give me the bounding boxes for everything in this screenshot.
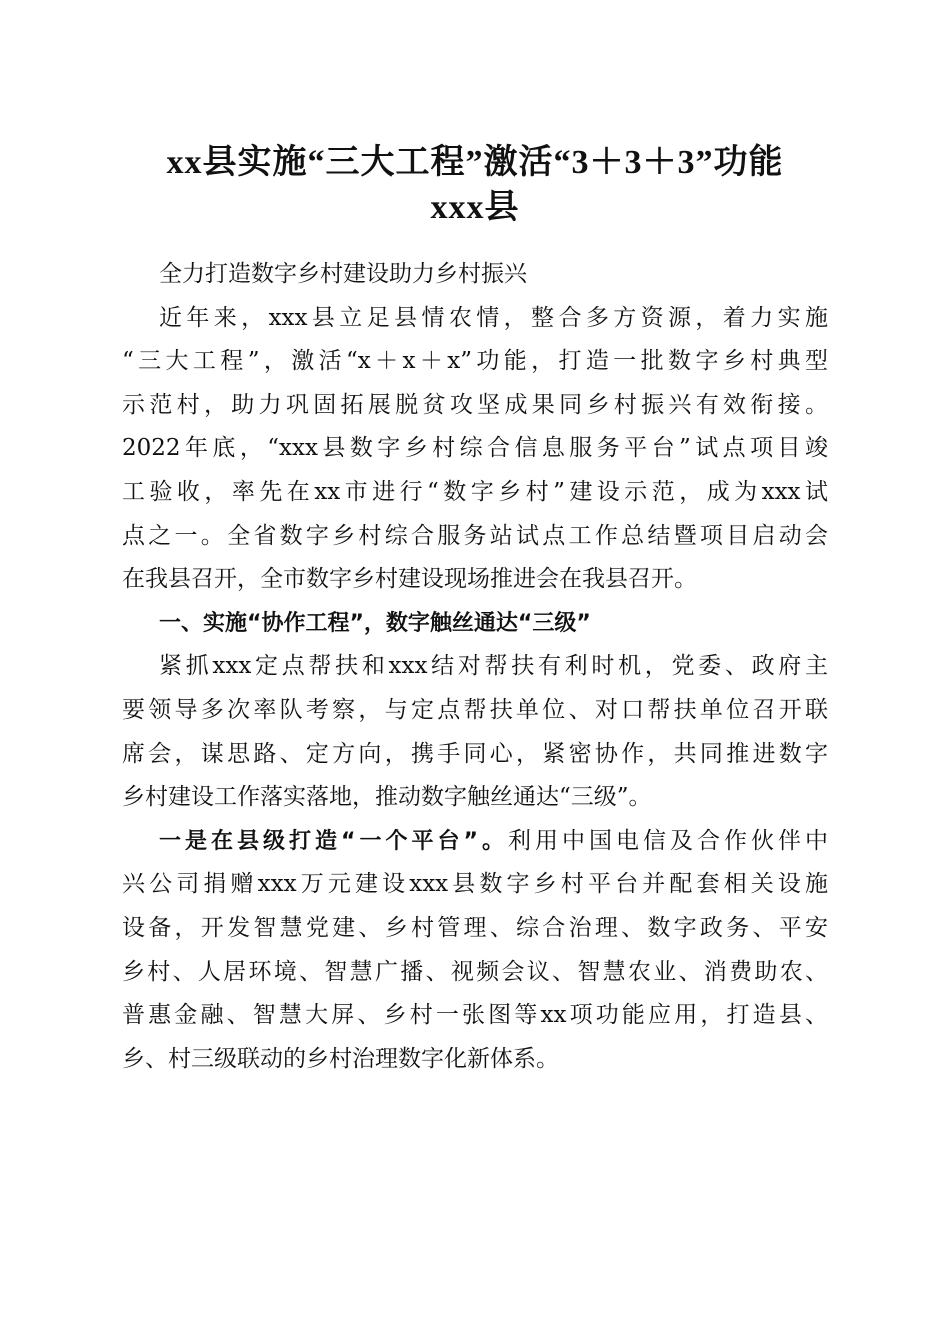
document-title-line-1: xx县实施“三大工程”激活“3＋3＋3”功能 (166, 144, 784, 181)
section-heading-1: 一、实施“协作工程”，数字触丝通达“三级” (159, 610, 591, 636)
point1-line: 兴公司捐赠xxx万元建设xxx县数字乡村平台并配套相关设施 (122, 871, 828, 898)
document-title-line-2: xxx县 (430, 189, 520, 226)
document-body (122, 253, 828, 1081)
section1-line: 席会，谋思路、定方向，携手同心，紧密协作，共同推进数字 (122, 740, 828, 767)
point1-line: 设备，开发智慧党建、乡村管理、综合治理、数字政务、平安 (122, 914, 828, 941)
intro-line: 2022年底，“xxx县数字乡村综合信息服务平台”试点项目竣 (122, 435, 828, 462)
intro-line: 点之一。全省数字乡村综合服务站试点工作总结暨项目启动会 (122, 522, 828, 549)
point1-lead: 一是在县级打造“一个平台”。 (159, 828, 508, 854)
section1-line: 紧抓xxx定点帮扶和xxx结对帮扶有利时机，党委、政府主 (159, 653, 828, 680)
section1-line: 要领导多次率队考察，与定点帮扶单位、对口帮扶单位召开联 (122, 696, 828, 723)
intro-line: “三大工程”，激活“x＋x＋x”功能，打造一批数字乡村典型 (122, 348, 828, 375)
point1-first-line (122, 820, 828, 864)
point1-first-rest: 利用中国电信及合作伙伴中 (507, 827, 829, 854)
point1-line: 乡、村三级联动的乡村治理数字化新体系。 (122, 1045, 559, 1072)
intro-line: 工验收，率先在xx市进行“数字乡村”建设示范，成为xxx试 (122, 478, 828, 505)
section1-line: 乡村建设工作落实落地，推动数字触丝通达“三级”。 (122, 784, 652, 811)
intro-line: 在我县召开，全市数字乡村建设现场推进会在我县召开。 (122, 566, 697, 593)
intro-line: 示范村，助力巩固拓展脱贫攻坚成果同乡村振兴有效衔接。 (122, 391, 828, 418)
intro-line: 近年来，xxx县立足县情农情，整合多方资源，着力实施 (159, 304, 828, 331)
point1-line: 乡村、人居环境、智慧广播、视频会议、智慧农业、消费助农、 (122, 958, 828, 985)
point1-line: 普惠金融、智慧大屏、乡村一张图等xx项功能应用，打造县、 (122, 1002, 828, 1029)
subtitle-line: 全力打造数字乡村建设助力乡村振兴 (159, 261, 527, 287)
